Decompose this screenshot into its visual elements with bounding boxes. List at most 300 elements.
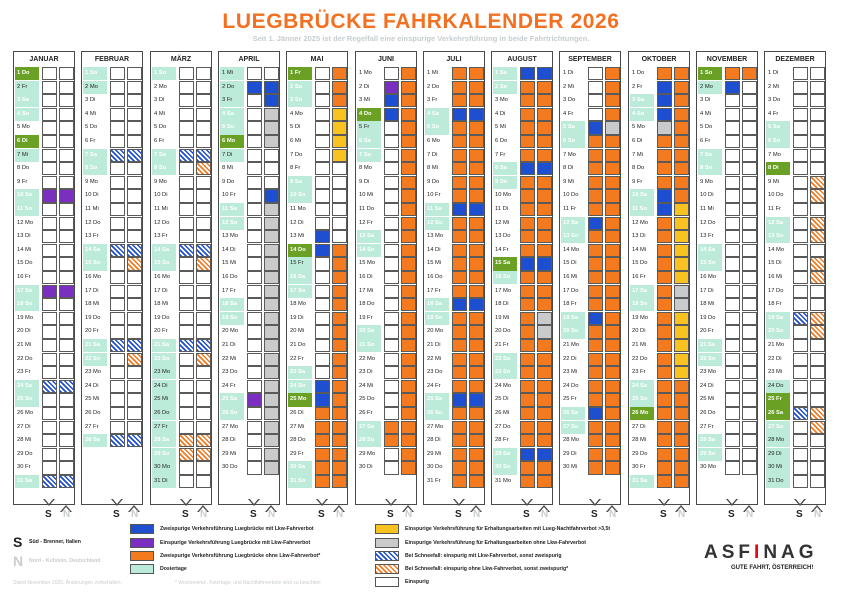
lane-nord-cell — [264, 366, 279, 379]
lane-nord-cell — [127, 257, 142, 270]
lane-nord-cell — [469, 380, 484, 393]
day-label: 22 Mi — [427, 355, 442, 362]
direction-s-label: S — [250, 509, 257, 520]
arrow-down-icon — [794, 499, 806, 506]
day-label: 6 Mo — [427, 138, 440, 144]
lane-sued-cell — [179, 475, 194, 488]
day-label: 25 Do — [359, 396, 375, 403]
lane-sued-cell — [657, 149, 672, 162]
lane-sued-cell — [42, 176, 57, 189]
lane-nord-cell — [742, 135, 757, 148]
direction-n-label: N — [63, 509, 71, 520]
lane-sued-cell — [520, 203, 535, 216]
lane-sued-cell — [110, 325, 125, 338]
day-label: 1 Sa — [493, 67, 517, 80]
day-label: 27 Fr — [700, 423, 714, 430]
lane-nord-cell — [469, 312, 484, 325]
lane-sued-cell — [452, 189, 467, 202]
lane-nord-cell — [332, 149, 347, 162]
day-label: 6 So — [561, 135, 585, 148]
lane-nord-cell — [469, 257, 484, 270]
day-label: 13 Mi — [290, 233, 305, 240]
lane-sued-cell — [520, 393, 535, 406]
lane-nord-cell — [59, 203, 74, 216]
day-label: 25 Di — [495, 396, 509, 403]
lane-nord-cell — [127, 407, 142, 420]
lane-nord-cell — [196, 353, 211, 366]
day-label: 4 Sa — [425, 108, 449, 121]
lane-nord-cell — [742, 312, 757, 325]
lane-nord-cell — [332, 203, 347, 216]
lane-sued-cell — [793, 407, 808, 420]
day-label: 22 Di — [563, 355, 577, 362]
lane-sued-cell — [452, 380, 467, 393]
lane-nord-cell — [742, 189, 757, 202]
lane-sued-cell — [315, 461, 330, 474]
lane-sued-cell — [42, 380, 57, 393]
lane-sued-cell — [110, 176, 125, 189]
lane-nord-cell — [59, 189, 74, 202]
day-label: 11 Mi — [85, 206, 99, 212]
direction-s-label: S — [455, 509, 462, 520]
day-label: 2 Mo — [154, 83, 167, 90]
lane-nord-cell — [469, 67, 484, 80]
lane-sued-cell — [588, 434, 603, 447]
lane-sued-cell — [42, 285, 57, 298]
lane-nord-cell — [605, 353, 620, 366]
lane-sued-cell — [657, 353, 672, 366]
day-label: 25 Fr — [563, 396, 577, 403]
lane-nord-cell — [196, 244, 211, 257]
day-label: 26 Sa — [766, 407, 790, 420]
day-label: 6 Di — [632, 138, 643, 144]
day-label: 8 Mo — [359, 165, 372, 172]
lane-sued-cell — [657, 162, 672, 175]
lane-nord-cell — [332, 162, 347, 175]
day-label: 1 So — [83, 67, 107, 80]
lane-sued-cell — [42, 149, 57, 162]
lane-sued-cell — [315, 325, 330, 338]
lane-sued-cell — [588, 67, 603, 80]
day-label: 20 Mo — [427, 328, 444, 335]
day-label: 30 Mi — [766, 461, 790, 474]
calendar-grid — [13, 51, 829, 521]
lane-sued-cell — [315, 434, 330, 447]
day-label: 27 Fr — [152, 421, 176, 434]
lane-nord-cell — [127, 380, 142, 393]
month-title: JUNI — [378, 56, 394, 63]
day-label: 7 Sa — [83, 149, 107, 162]
lane-nord-cell — [537, 244, 552, 257]
lane-nord-cell — [332, 81, 347, 94]
day-label: 31 Di — [152, 475, 176, 488]
month-title: DEZEMBER — [775, 56, 815, 63]
lane-sued-cell — [315, 380, 330, 393]
lane-nord-cell — [59, 244, 74, 257]
lane-nord-cell — [127, 353, 142, 366]
day-label: 24 Do — [563, 382, 579, 389]
lane-sued-cell — [315, 230, 330, 243]
lane-nord-cell — [810, 149, 825, 162]
day-label: 12 Mi — [495, 219, 510, 226]
lane-nord-cell — [196, 421, 211, 434]
lane-nord-cell — [332, 325, 347, 338]
lane-nord-cell — [59, 81, 74, 94]
day-label: 23 Do — [427, 369, 443, 376]
lane-sued-cell — [452, 339, 467, 352]
lane-sued-cell — [725, 366, 740, 379]
day-label: 30 Mo — [152, 461, 176, 474]
lane-nord-cell — [127, 325, 142, 338]
lane-nord-cell — [196, 325, 211, 338]
day-label: 28 Mo — [766, 434, 790, 447]
day-label: 24 Di — [700, 382, 714, 389]
lane-nord-cell — [605, 230, 620, 243]
day-label: 10 Do — [768, 192, 784, 199]
day-label: 3 Mi — [359, 97, 370, 104]
lane-sued-cell — [793, 162, 808, 175]
day-label: 21 So — [357, 339, 381, 352]
month-oktober — [628, 51, 690, 505]
lane-nord-cell — [196, 339, 211, 352]
lane-nord-cell — [196, 203, 211, 216]
lane-nord-cell — [401, 217, 416, 230]
day-label: 1 Di — [768, 70, 779, 76]
arrow-down-icon — [658, 499, 670, 506]
legend-text: Bei Schneefall: einspurig ohne Lkw-Fahrverbot, sonst zweispurig* — [405, 566, 569, 572]
lane-sued-cell — [725, 285, 740, 298]
day-label: 27 Mi — [290, 423, 305, 430]
lane-nord-cell — [469, 176, 484, 189]
day-label: 30 Mo — [700, 464, 717, 471]
lane-nord-cell — [674, 461, 689, 474]
day-label: 18 Mi — [85, 301, 100, 308]
day-label: 17 Fr — [427, 287, 441, 294]
month-august — [491, 51, 553, 505]
day-label: 19 Sa — [766, 312, 790, 325]
day-label: 9 Mo — [700, 178, 713, 185]
lane-sued-cell — [42, 461, 57, 474]
lane-nord-cell — [332, 217, 347, 230]
lane-nord-cell — [127, 94, 142, 107]
lane-nord-cell — [469, 217, 484, 230]
lane-nord-cell — [810, 162, 825, 175]
lane-nord-cell — [196, 475, 211, 488]
day-label: 27 So — [561, 421, 585, 434]
day-label: 5 Sa — [766, 121, 790, 134]
lane-nord-cell — [469, 434, 484, 447]
day-label: 6 So — [766, 135, 790, 148]
lane-nord-cell — [196, 448, 211, 461]
lane-sued-cell — [452, 81, 467, 94]
lane-sued-cell — [384, 421, 399, 434]
lane-nord-cell — [742, 380, 757, 393]
day-label: 12 Mo — [632, 219, 649, 226]
day-label: 21 Sa — [152, 339, 176, 352]
lane-sued-cell — [452, 217, 467, 230]
day-label: 4 Di — [495, 110, 506, 117]
day-label: 23 Mo — [85, 369, 102, 376]
lane-nord-cell — [537, 353, 552, 366]
lane-sued-cell — [42, 434, 57, 447]
lane-sued-cell — [110, 121, 125, 134]
day-label: 27 So — [766, 421, 790, 434]
day-label: 3 Fr — [220, 94, 244, 107]
day-label: 4 Mi — [700, 110, 711, 117]
lane-nord-cell — [469, 149, 484, 162]
day-label: 4 So — [630, 108, 654, 121]
lane-sued-cell — [384, 230, 399, 243]
lane-nord-cell — [605, 162, 620, 175]
day-label: 4 Fr — [768, 110, 779, 117]
lane-nord-cell — [810, 285, 825, 298]
month-title: JULI — [446, 56, 462, 63]
lane-sued-cell — [657, 339, 672, 352]
lane-sued-cell — [179, 366, 194, 379]
lane-nord-cell — [332, 271, 347, 284]
lane-nord-cell — [537, 461, 552, 474]
direction-s-label: S — [591, 509, 598, 520]
lane-nord-cell — [127, 298, 142, 311]
lane-nord-cell — [401, 244, 416, 257]
day-label: 29 Do — [632, 450, 648, 457]
day-label: 8 Mi — [427, 165, 438, 172]
lane-nord-cell — [264, 257, 279, 270]
lane-nord-cell — [264, 285, 279, 298]
legend-swatch — [375, 564, 399, 574]
day-label: 22 Mo — [359, 355, 376, 362]
lane-nord-cell — [332, 475, 347, 488]
lane-sued-cell — [793, 244, 808, 257]
lane-nord-cell — [59, 135, 74, 148]
lane-nord-cell — [127, 366, 142, 379]
lane-sued-cell — [179, 230, 194, 243]
lane-sued-cell — [452, 421, 467, 434]
day-label: 24 Do — [766, 380, 790, 393]
arrow-down-icon — [385, 499, 397, 506]
lane-sued-cell — [384, 434, 399, 447]
lane-sued-cell — [179, 298, 194, 311]
lane-sued-cell — [110, 108, 125, 121]
day-label: 21 Mo — [768, 342, 785, 348]
day-label: 20 Mi — [290, 328, 305, 335]
lane-sued-cell — [384, 162, 399, 175]
day-label: 9 Mo — [85, 178, 98, 185]
day-label: 8 Sa — [493, 162, 517, 175]
lane-nord-cell — [332, 67, 347, 80]
day-label: 16 Mo — [85, 274, 102, 280]
lane-nord-cell — [264, 448, 279, 461]
day-label: 8 Fr — [290, 165, 301, 172]
lane-sued-cell — [657, 298, 672, 311]
day-label: 3 Do — [768, 97, 781, 104]
lane-sued-cell — [247, 312, 262, 325]
lane-sued-cell — [179, 448, 194, 461]
lane-nord-cell — [674, 149, 689, 162]
lane-nord-cell — [59, 407, 74, 420]
lane-nord-cell — [401, 271, 416, 284]
month-title: SEPTEMBER — [568, 56, 612, 63]
lane-nord-cell — [401, 298, 416, 311]
lane-nord-cell — [674, 81, 689, 94]
lane-nord-cell — [401, 176, 416, 189]
day-label: 1 Mo — [359, 70, 372, 76]
legend-n-text: Nord - Kufstein, Deutschland — [29, 558, 101, 564]
legend-swatch — [130, 538, 154, 548]
lane-sued-cell — [793, 285, 808, 298]
lane-nord-cell — [332, 176, 347, 189]
day-label: 25 So — [15, 393, 39, 406]
legend-swatch — [375, 524, 399, 534]
lane-sued-cell — [793, 230, 808, 243]
day-label: 23 Fr — [632, 369, 646, 376]
lane-sued-cell — [247, 461, 262, 474]
lane-nord-cell — [332, 298, 347, 311]
lane-sued-cell — [793, 149, 808, 162]
lane-sued-cell — [179, 189, 194, 202]
lane-sued-cell — [793, 312, 808, 325]
lane-nord-cell — [810, 135, 825, 148]
lane-sued-cell — [179, 434, 194, 447]
lane-nord-cell — [196, 121, 211, 134]
lane-sued-cell — [315, 257, 330, 270]
lane-nord-cell — [127, 135, 142, 148]
lane-nord-cell — [605, 339, 620, 352]
lane-nord-cell — [469, 448, 484, 461]
lane-sued-cell — [725, 434, 740, 447]
day-label: 23 Mi — [768, 369, 783, 376]
lane-nord-cell — [674, 393, 689, 406]
lane-sued-cell — [452, 312, 467, 325]
lane-sued-cell — [179, 353, 194, 366]
day-label: 10 Di — [154, 192, 168, 199]
lane-sued-cell — [384, 298, 399, 311]
lane-nord-cell — [469, 203, 484, 216]
lane-sued-cell — [657, 393, 672, 406]
lane-sued-cell — [110, 298, 125, 311]
day-label: 10 Sa — [630, 189, 654, 202]
lane-nord-cell — [537, 380, 552, 393]
lane-sued-cell — [179, 461, 194, 474]
lane-sued-cell — [42, 407, 57, 420]
day-label: 26 So — [220, 407, 244, 420]
lane-sued-cell — [452, 393, 467, 406]
lane-sued-cell — [384, 448, 399, 461]
lane-nord-cell — [674, 380, 689, 393]
lane-nord-cell — [196, 67, 211, 80]
lane-sued-cell — [42, 94, 57, 107]
lane-sued-cell — [452, 353, 467, 366]
lane-nord-cell — [127, 312, 142, 325]
lane-nord-cell — [742, 421, 757, 434]
lane-sued-cell — [110, 353, 125, 366]
lane-sued-cell — [247, 339, 262, 352]
lane-sued-cell — [588, 108, 603, 121]
day-label: 11 So — [15, 203, 39, 216]
month-januar — [13, 51, 75, 505]
lane-nord-cell — [332, 421, 347, 434]
lane-sued-cell — [725, 176, 740, 189]
day-label: 7 Sa — [698, 149, 722, 162]
day-label: 22 Sa — [493, 353, 517, 366]
month-februar — [81, 51, 143, 505]
day-label: 11 Fr — [563, 206, 577, 212]
day-label: 20 Fr — [700, 328, 714, 335]
lane-sued-cell — [247, 81, 262, 94]
lane-nord-cell — [810, 339, 825, 352]
lane-sued-cell — [384, 285, 399, 298]
direction-s-label: S — [387, 509, 394, 520]
lane-nord-cell — [196, 271, 211, 284]
lane-sued-cell — [725, 149, 740, 162]
day-label: 13 Di — [17, 233, 31, 240]
lane-sued-cell — [588, 325, 603, 338]
day-label: 8 Do — [632, 165, 645, 172]
day-label: 30 Fr — [632, 464, 646, 471]
lane-sued-cell — [110, 312, 125, 325]
day-label: 16 Mi — [768, 274, 783, 280]
lane-nord-cell — [59, 149, 74, 162]
legend-text: Zweispurige Verkehrsführung Luegbrücke mit Lkw-Fahrverbot — [160, 526, 314, 532]
month-title: APRIL — [238, 56, 260, 63]
lane-nord-cell — [742, 217, 757, 230]
lane-sued-cell — [793, 325, 808, 338]
day-label: 26 Di — [290, 410, 304, 416]
lane-nord-cell — [810, 421, 825, 434]
lane-sued-cell — [179, 407, 194, 420]
lane-nord-cell — [674, 407, 689, 420]
lane-sued-cell — [384, 189, 399, 202]
lane-nord-cell — [537, 257, 552, 270]
lane-sued-cell — [384, 271, 399, 284]
lane-sued-cell — [384, 393, 399, 406]
lane-nord-cell — [537, 67, 552, 80]
day-label: 28 Di — [222, 437, 236, 444]
lane-nord-cell — [742, 285, 757, 298]
day-label: 17 Di — [700, 287, 714, 294]
lane-sued-cell — [384, 94, 399, 107]
lane-sued-cell — [520, 162, 535, 175]
lane-nord-cell — [401, 393, 416, 406]
day-label: 24 Sa — [630, 380, 654, 393]
lane-sued-cell — [384, 203, 399, 216]
day-label: 25 So — [630, 393, 654, 406]
lane-nord-cell — [59, 461, 74, 474]
lane-nord-cell — [196, 81, 211, 94]
day-label: 1 Mi — [427, 70, 438, 76]
lane-nord-cell — [196, 162, 211, 175]
day-label: 23 Sa — [288, 366, 312, 379]
legend-swatch — [130, 524, 154, 534]
day-label: 14 Do — [288, 244, 312, 257]
lane-nord-cell — [537, 407, 552, 420]
slogan: GUTE FAHRT, ÖSTERREICH! — [731, 565, 814, 571]
lane-nord-cell — [605, 189, 620, 202]
lane-nord-cell — [196, 312, 211, 325]
month-mai — [286, 51, 348, 505]
lane-sued-cell — [588, 380, 603, 393]
lane-sued-cell — [588, 353, 603, 366]
day-label: 6 Mi — [290, 138, 301, 144]
direction-n-label: N — [336, 509, 344, 520]
day-label: 8 Di — [766, 162, 790, 175]
day-label: 5 Di — [290, 124, 301, 131]
lane-nord-cell — [264, 189, 279, 202]
lane-nord-cell — [127, 81, 142, 94]
lane-sued-cell — [179, 121, 194, 134]
lane-nord-cell — [469, 366, 484, 379]
lane-sued-cell — [452, 244, 467, 257]
